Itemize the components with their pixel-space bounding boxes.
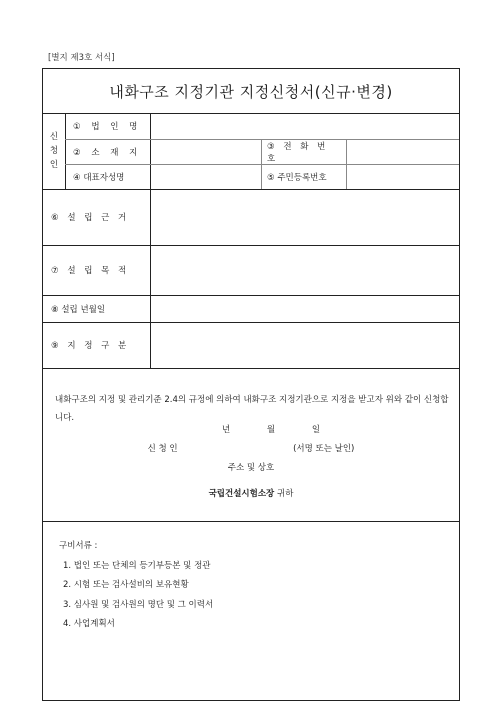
document-item: 1. 법인 또는 단체의 등기부등본 및 정관 bbox=[63, 560, 211, 571]
purpose-label: ⑦ 설 립 목 적 bbox=[51, 266, 130, 276]
address-label: ② 소 재 지 bbox=[73, 147, 142, 158]
corp-name-label: ① 법 인 명 bbox=[73, 122, 142, 132]
form-number-label: [별지 제3호 서식] bbox=[48, 53, 115, 63]
basis-field[interactable] bbox=[151, 189, 459, 245]
corp-name-field[interactable] bbox=[151, 113, 459, 139]
phone-label: ③ 전 화 번 호 bbox=[267, 141, 329, 164]
documents-header: 구비서류 : bbox=[59, 541, 98, 551]
application-statement: 내화구조의 지정 및 관리기준 2.4의 규정에 의하여 내화구조 지정기관으로 지정을 받고자 위와 같이 신청합니다. bbox=[55, 395, 449, 423]
date-day: 일 bbox=[311, 425, 321, 435]
purpose-field[interactable] bbox=[151, 245, 459, 295]
applicant-side-char-1: 신 bbox=[49, 132, 59, 142]
applicant-side-label bbox=[43, 113, 65, 189]
document-item: 4. 사업계획서 bbox=[63, 619, 115, 629]
resident-no-label: ⑤ 주민등록번호 bbox=[267, 172, 327, 183]
date-month: 월 bbox=[266, 425, 276, 435]
applicant-sign-label: 신 청 인 bbox=[147, 444, 178, 454]
address-name-line: 주소 및 상호 bbox=[227, 463, 275, 473]
resident-no-field[interactable] bbox=[347, 164, 459, 189]
est-date-field[interactable] bbox=[151, 295, 459, 322]
addressee-suffix: 귀하 bbox=[276, 489, 294, 499]
application-form bbox=[42, 68, 460, 701]
rep-name-label: ④ 대표자성명 bbox=[73, 172, 125, 183]
address-field[interactable] bbox=[151, 139, 261, 164]
designation-field[interactable] bbox=[151, 322, 459, 368]
document-item: 3. 심사원 및 검사원의 명단 및 그 이력서 bbox=[63, 599, 214, 610]
applicant-sign-line bbox=[43, 442, 459, 454]
date-year: 년 bbox=[221, 425, 231, 435]
applicant-side-char-3: 인 bbox=[49, 160, 59, 170]
est-date-label: ⑧ 설립 년월일 bbox=[51, 304, 106, 315]
addressee-line bbox=[43, 487, 459, 499]
addressee-org: 국립건설시험소장 bbox=[208, 489, 275, 499]
basis-label: ⑥ 설 립 근 거 bbox=[51, 213, 130, 223]
required-documents bbox=[59, 537, 213, 635]
signature-note: (서명 또는 날인) bbox=[293, 444, 355, 454]
date-line bbox=[43, 423, 459, 435]
document-item: 2. 시험 또는 검사설비의 보유현황 bbox=[63, 580, 189, 590]
form-title: 내화구조 지정기관 지정신청서(신규·변경) bbox=[43, 69, 459, 114]
rep-name-field[interactable] bbox=[151, 164, 261, 189]
applicant-side-char-2: 청 bbox=[49, 146, 59, 156]
phone-field[interactable] bbox=[347, 139, 459, 164]
designation-label: ⑨ 지 정 구 분 bbox=[51, 341, 130, 351]
